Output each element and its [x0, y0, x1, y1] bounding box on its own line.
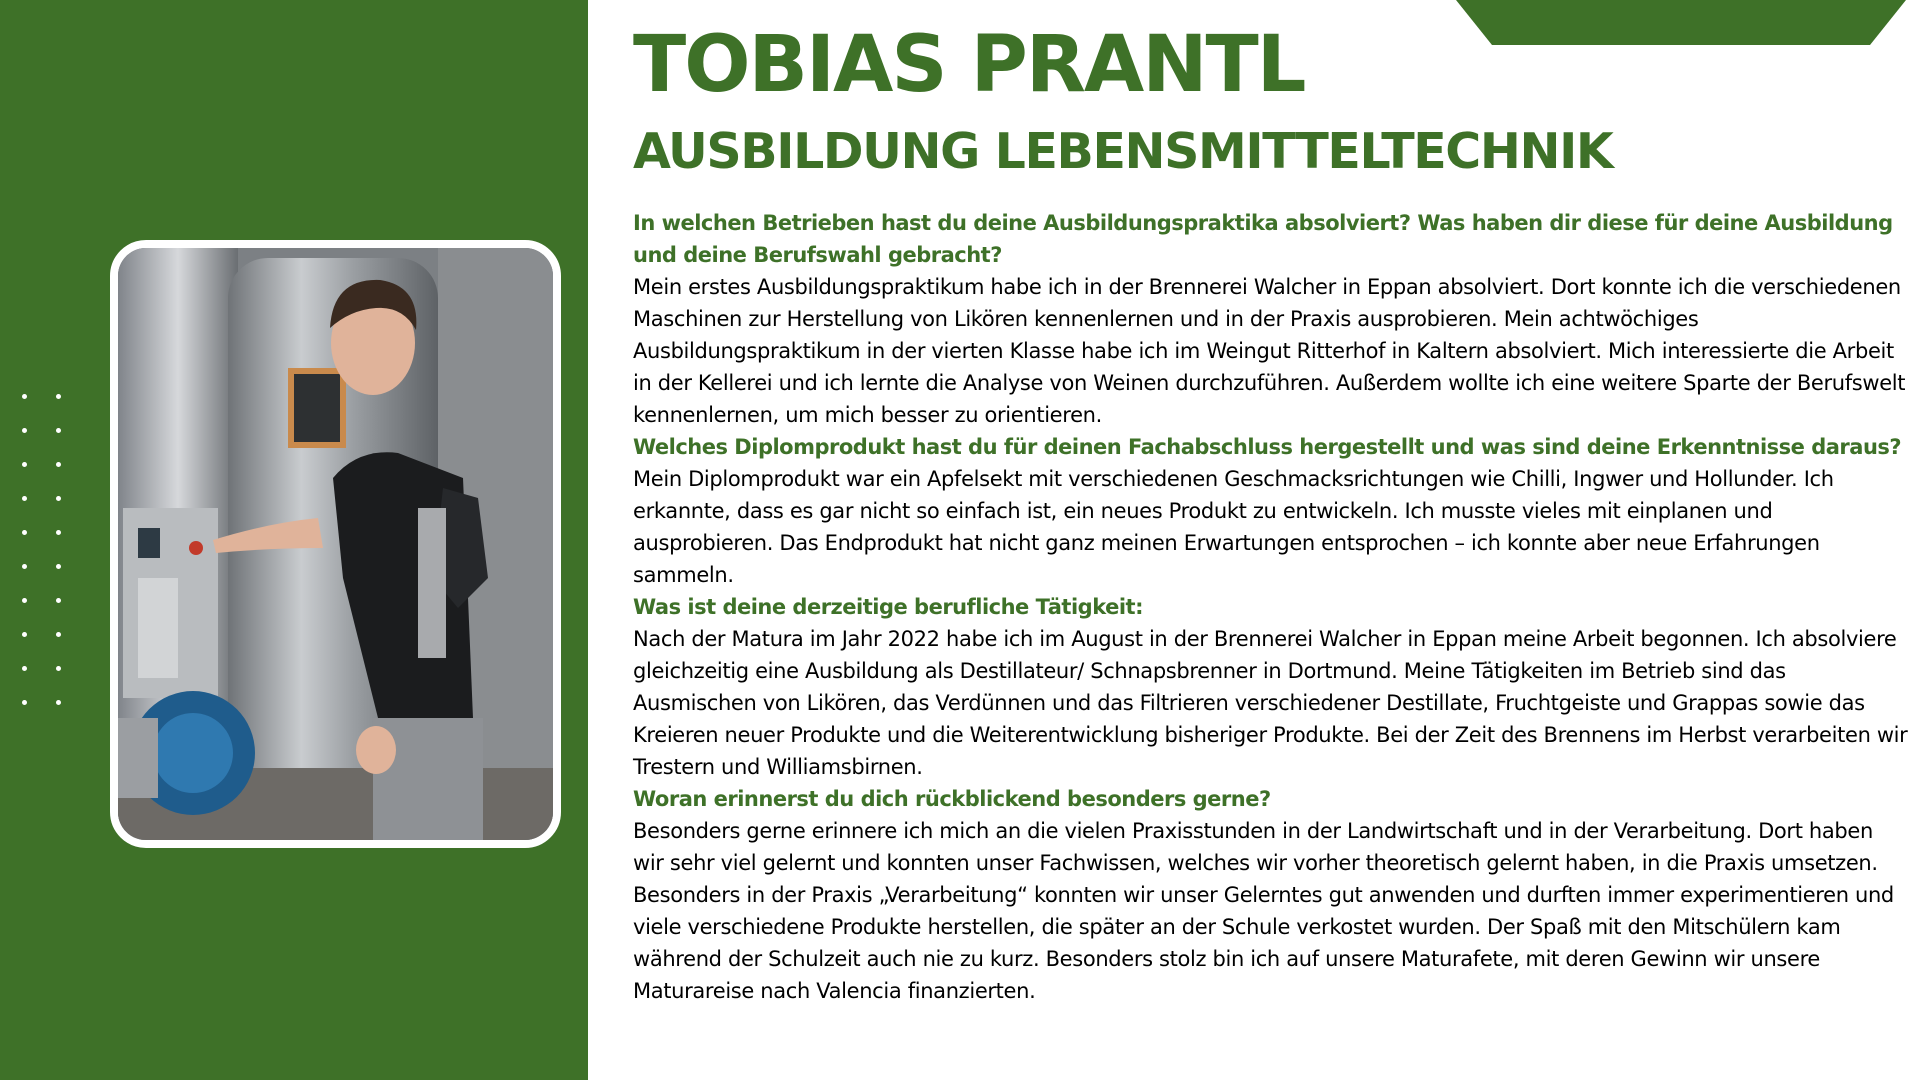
question-1: In welchen Betrieben hast du deine Ausbildungspraktika absolviert? Was haben dir diese für deine Ausbildung und deine Berufswahl gebracht? — [633, 211, 1893, 267]
corner-decoration-tab — [1456, 0, 1906, 45]
question-3: Was ist deine derzeitige berufliche Tätigkeit: — [633, 595, 1143, 619]
dot — [56, 394, 61, 399]
dot — [22, 632, 27, 637]
dot — [22, 428, 27, 433]
answer-3: Nach der Matura im Jahr 2022 habe ich im August in der Brennerei Walcher in Eppan meine Arbeit begonnen. Ich absolviere gleichzeitig eine Ausbildung als Destillateur/ Schnapsbrenner in Dortmund. Meine Tätigkeiten im Betrieb sind das Ausmischen von Likören, das Verdünnen und das Filtrieren verschiedener Destillate, Fruchtgeiste und Grappas sowie das Kreieren neuer Produkte und die Weiterentwicklung bisheriger Produkte. Bei der Zeit des Brennens im Herbst verarbeiten wir Trestern und Williamsbirnen. — [633, 627, 1908, 779]
dot — [22, 666, 27, 671]
photo-illustration — [118, 248, 553, 840]
dot — [22, 496, 27, 501]
dot — [56, 428, 61, 433]
dot — [56, 700, 61, 705]
program-subtitle: AUSBILDUNG LEBENSMITTELTECHNIK — [633, 123, 1613, 180]
dot — [56, 632, 61, 637]
person-name-title: TOBIAS PRANTL — [633, 20, 1305, 110]
dot — [56, 598, 61, 603]
dot — [56, 496, 61, 501]
dot — [22, 394, 27, 399]
dot — [22, 462, 27, 467]
dot — [22, 530, 27, 535]
dot — [56, 462, 61, 467]
dot — [56, 666, 61, 671]
dot — [22, 700, 27, 705]
answer-1: Mein erstes Ausbildungspraktikum habe ich in der Brennerei Walcher in Eppan absolviert. Dort konnte ich die verschiedenen Maschinen zur Herstellung von Likören kennenlernen und in der Praxis ausprobieren. Mein achtwöchiges Ausbildungspraktikum in der vierten Klasse habe ich im Weingut Ritterhof in Kaltern absolviert. Mich interessierte die Arbeit in der Kellerei und ich lernte die Analyse von Weinen durchzuführen. Außerdem wollte ich eine weitere Sparte der Berufswelt kennenlernen, um mich besser zu orientieren. — [633, 275, 1906, 427]
portrait-photo — [110, 240, 561, 848]
question-4: Woran erinnerst du dich rückblickend besonders gerne? — [633, 787, 1271, 811]
decorative-dot-grid — [22, 394, 61, 705]
dot — [22, 598, 27, 603]
left-green-panel — [0, 0, 588, 1080]
dot — [22, 564, 27, 569]
dot — [56, 564, 61, 569]
question-2: Welches Diplomprodukt hast du für deinen Fachabschluss hergestellt und was sind deine Erkenntnisse daraus? — [633, 435, 1902, 459]
dot — [56, 530, 61, 535]
interview-qa — [633, 207, 1909, 1007]
answer-2: Mein Diplomprodukt war ein Apfelsekt mit verschiedenen Geschmacksrichtungen wie Chilli, Ingwer und Hollunder. Ich erkannte, dass es gar nicht so einfach ist, ein neues Produkt zu entwickeln. Ich musste vieles mit einplanen und ausprobieren. Das Endprodukt hat nicht ganz meinen Erwartungen entsprochen – ich konnte aber neue Erfahrungen sammeln. — [633, 467, 1834, 587]
answer-4: Besonders gerne erinnere ich mich an die vielen Praxisstunden in der Landwirtschaft und in der Verarbeitung. Dort haben wir sehr viel gelernt und konnten unser Fachwissen, welches wir vorher theoretisch gelernt haben, in die Praxis umsetzen. Besonders in der Praxis „Verarbeitung“ konnten wir unser Gelerntes gut anwenden und durften immer experimentieren und viele verschiedene Produkte herstellen, die später an der Schule verkostet wurden. Der Spaß mit den Mitschülern kam während der Schulzeit auch nie zu kurz. Besonders stolz bin ich auf unsere Maturafete, mit deren Gewinn wir unsere Maturareise nach Valencia finanzierten. — [633, 819, 1894, 1003]
